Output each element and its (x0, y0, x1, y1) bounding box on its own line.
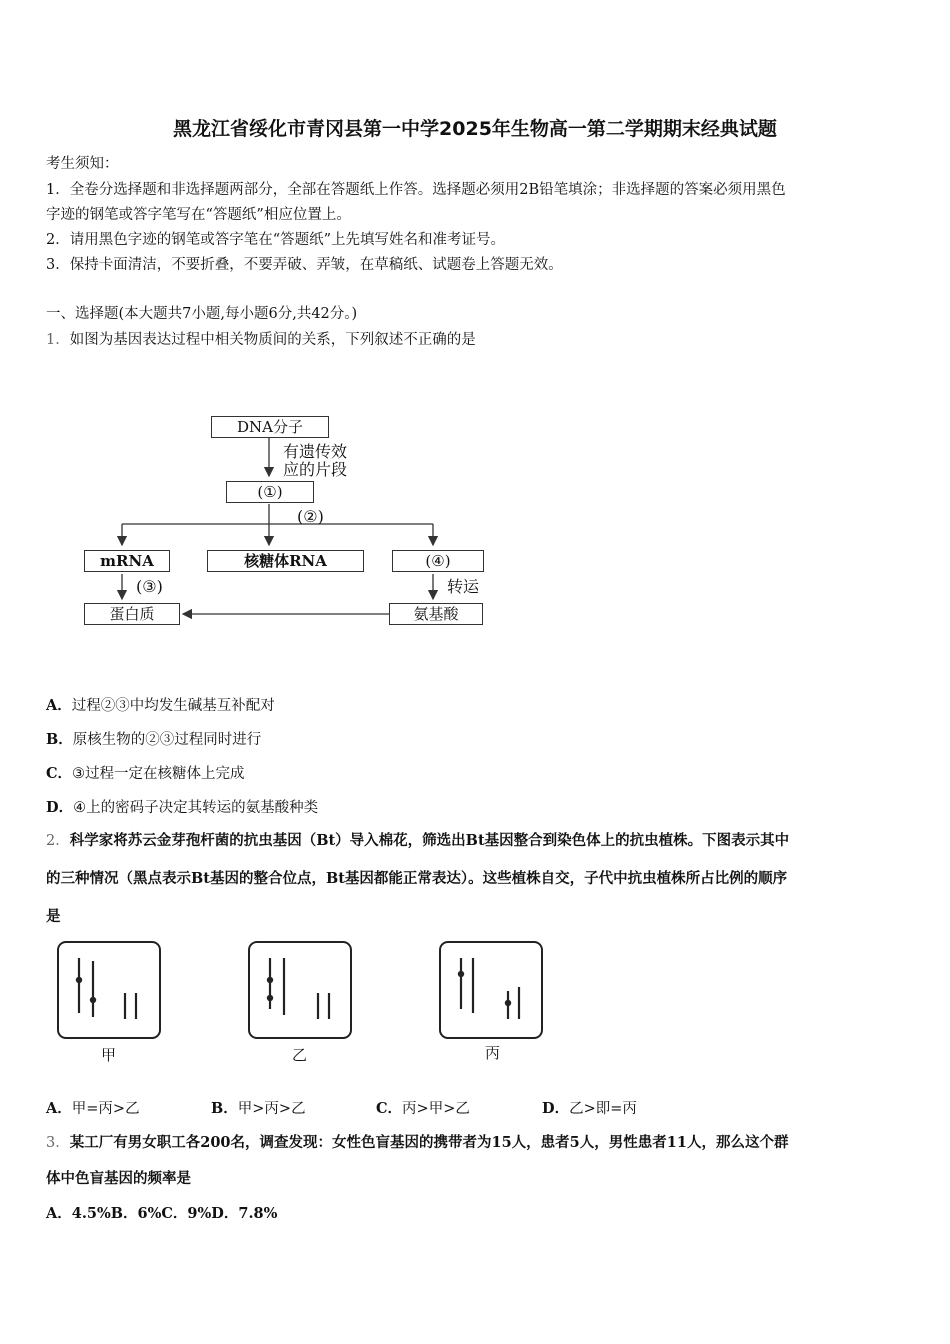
question-3-number: 3． (46, 1135, 70, 1151)
cell-label-yi: 乙 (292, 1046, 308, 1064)
question-1-text: 如图为基因表达过程中相关物质间的关系，下列叙述不正确的是 (69, 332, 476, 348)
q1-option-c (46, 762, 245, 783)
label-process-3: (③) (136, 577, 163, 596)
q2-option-a (46, 1097, 140, 1118)
question-3-line-1 (46, 1131, 788, 1152)
question-2-line-3: 是 (46, 908, 61, 925)
label-effective-segment-2: 应的片段 (283, 460, 348, 479)
label-effective-segment-1: 有遗传效 (283, 442, 348, 461)
option-label: D． (542, 1100, 570, 1117)
option-label: C． (376, 1100, 403, 1117)
question-3-text-1: 某工厂有男女职工各200名，调查发现：女性色盲基因的携带者为15人，患者5人，男性患者11人，那么这个群 (69, 1134, 789, 1151)
notice-item-1: 1．全卷分选择题和非选择题两部分，全部在答题纸上作答。选择题必须用2B铅笔填涂；非选择题的答案必须用黑色 (46, 182, 786, 198)
cell-bing (439, 941, 543, 1039)
label-transport: 转运 (447, 577, 480, 596)
question-1-number: 1． (46, 332, 70, 348)
question-2-text-1: 科学家将苏云金芽孢杆菌的抗虫基因（Bt）导入棉花，筛选出Bt基因整合到染色体上的抗虫植株。下图表示其中 (69, 832, 790, 849)
question-3-options: A．4.5%B．6%C．9%D．7.8% (46, 1205, 278, 1222)
mrna-box: mRNA (84, 550, 170, 572)
option-label: C． (46, 765, 73, 782)
chromosomes-bing (441, 943, 541, 1037)
question-2-line-2: 的三种情况（黑点表示Bt基因的整合位点，Bt基因都能正常表达）。这些植株自交，子代中抗虫植株所占比例的顺序 (46, 870, 788, 887)
option-label: D． (46, 799, 74, 816)
option-text: 乙>即=丙 (569, 1101, 637, 1117)
notice-item-3: 3．保持卡面清洁，不要折叠，不要弄破、弄皱，在草稿纸、试题卷上答题无效。 (46, 257, 563, 273)
chromosomes-jia (59, 943, 159, 1037)
label-process-2: (②) (297, 507, 324, 526)
q2-option-b (211, 1097, 306, 1118)
dna-box: DNA分子 (211, 416, 329, 438)
option-text: 丙>甲>乙 (402, 1101, 470, 1117)
notice-heading: 考生须知： (46, 156, 119, 172)
q1-option-a (46, 694, 275, 715)
option-text: ③过程一定在核糖体上完成 (72, 766, 245, 782)
cell-jia (57, 941, 161, 1039)
option-label: A． (46, 1100, 72, 1117)
box-4: (④) (392, 550, 484, 572)
q2-option-c (376, 1097, 470, 1118)
question-2-number: 2． (46, 833, 70, 849)
option-text: ④上的密码子决定其转运的氨基酸种类 (73, 800, 319, 816)
notice-item-2: 2．请用黑色字迹的钢笔或答字笔在“答题纸”上先填写姓名和准考证号。 (46, 232, 506, 248)
chromosomes-yi (250, 943, 350, 1037)
option-text: 甲>丙>乙 (237, 1101, 306, 1117)
question-3-line-2: 体中色盲基因的频率是 (46, 1170, 191, 1187)
option-label: B． (46, 731, 73, 748)
cell-yi (248, 941, 352, 1039)
section-heading: 一、选择题(本大题共7小题,每小题6分,共42分。) (46, 306, 358, 322)
q1-option-b (46, 728, 261, 749)
question-1-stem (46, 328, 476, 349)
notice-item-1-cont: 字迹的钢笔或答字笔写在“答题纸”相应位置上。 (46, 207, 351, 223)
cell-label-bing: 丙 (485, 1044, 501, 1062)
rrna-box: 核糖体RNA (207, 550, 364, 572)
option-text: 原核生物的②③过程同时进行 (72, 732, 262, 748)
page-title: 黑龙江省绥化市青冈县第一中学2025年生物高一第二学期期末经典试题 (173, 118, 777, 140)
option-text: 过程②③中均发生碱基互补配对 (71, 698, 275, 714)
q1-option-d (46, 796, 318, 817)
cell-label-jia: 甲 (101, 1046, 117, 1064)
option-label: B． (211, 1100, 238, 1117)
q2-option-d (542, 1097, 637, 1118)
amino-acid-box: 氨基酸 (389, 603, 483, 625)
protein-box: 蛋白质 (84, 603, 180, 625)
option-label: A． (46, 697, 72, 714)
box-1: (①) (226, 481, 314, 503)
question-2-line-1 (46, 829, 789, 850)
option-text: 甲=丙>乙 (71, 1101, 140, 1117)
